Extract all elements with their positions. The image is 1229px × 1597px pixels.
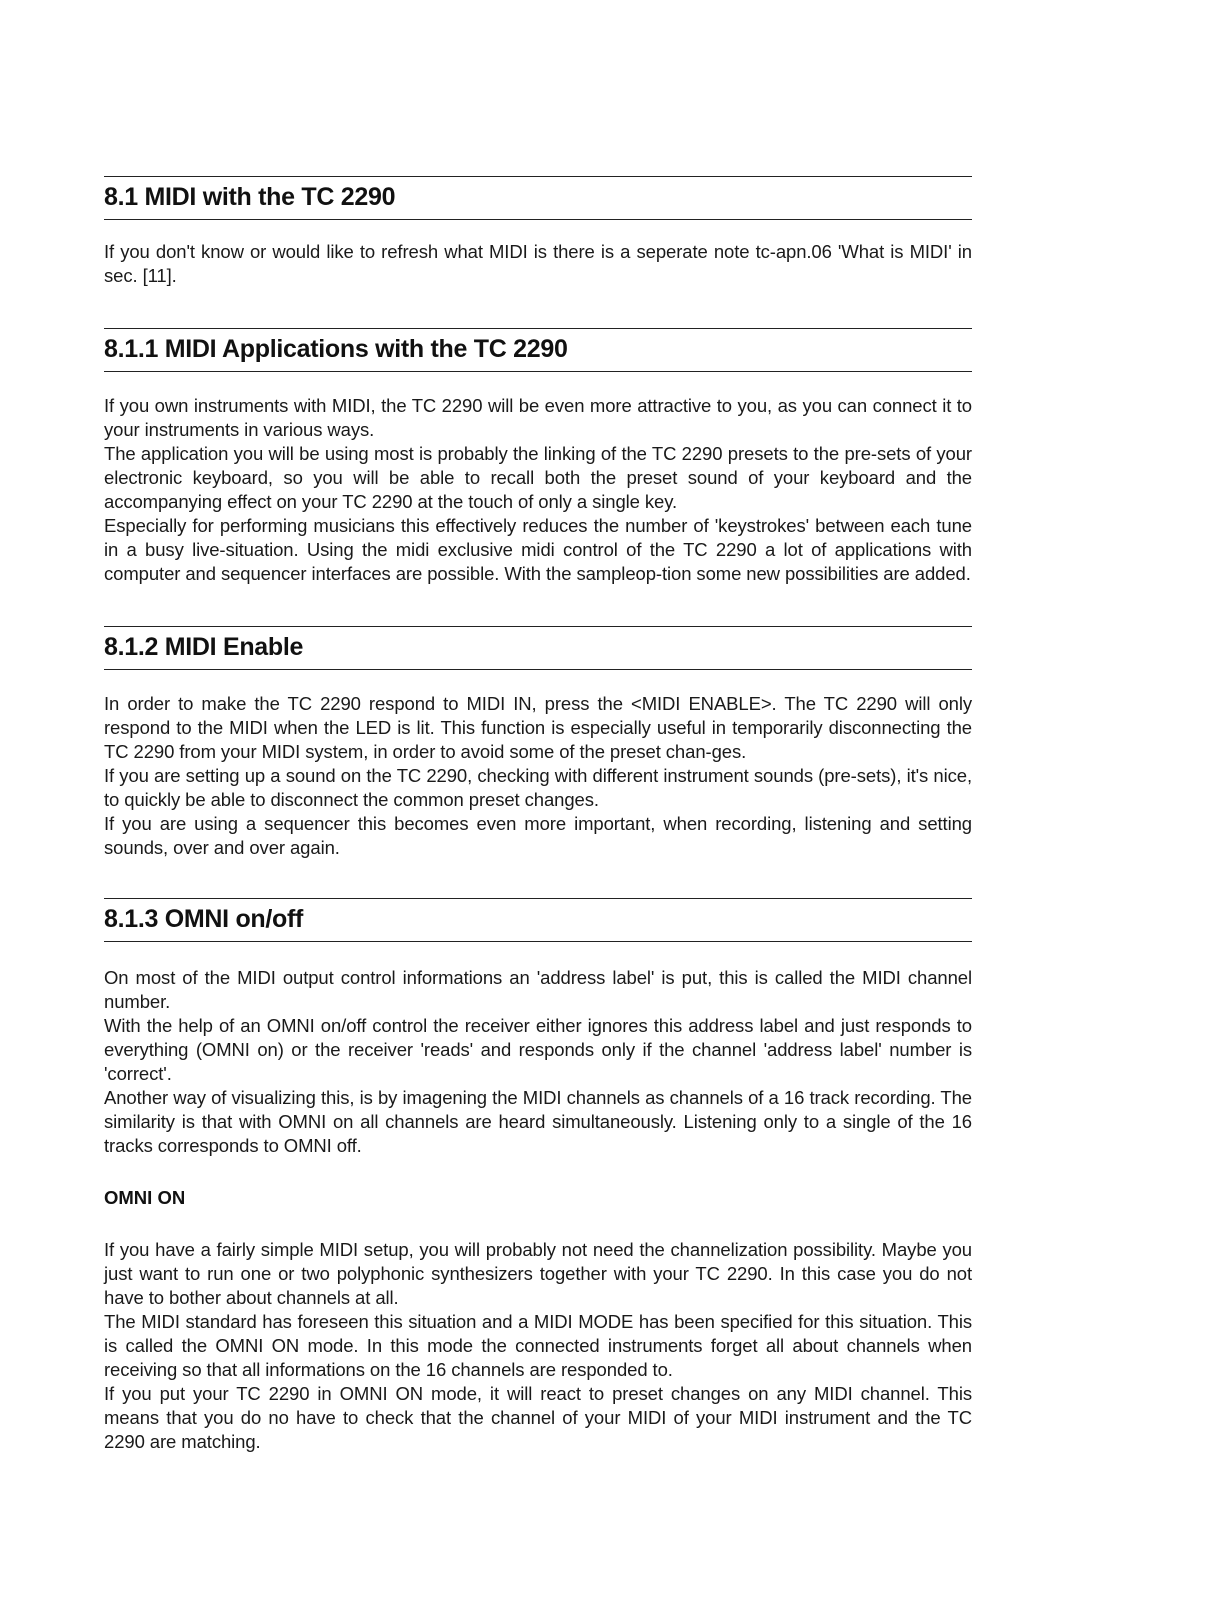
section-8-1-3 [104, 898, 972, 1454]
paragraph: The MIDI standard has foreseen this situation and a MIDI MODE has been specified for this situation. This is called the OMNI ON mode. In this mode the connected instruments forget all about channels when receiving so that all informations on the 16 channels are responded to. [104, 1311, 972, 1380]
paragraph: If you own instruments with MIDI, the TC 2290 will be even more attractive to you, as you can connect it to your instruments in various ways. [104, 395, 972, 440]
section-body [104, 240, 972, 288]
subheading-omni-on: OMNI ON [104, 1187, 186, 1208]
paragraph: In order to make the TC 2290 respond to MIDI IN, press the <MIDI ENABLE>. The TC 2290 will only respond to the MIDI when the LED is lit. This function is especially useful in temporarily disconnecting the TC 2290 from your MIDI system, in order to avoid some of the preset chan-ges. [104, 693, 972, 762]
page-content [104, 176, 972, 1454]
subsection-body [104, 1238, 972, 1454]
section-rule-top [104, 328, 972, 329]
section-rule-top [104, 626, 972, 627]
section-heading: 8.1.3 OMNI on/off [104, 905, 304, 933]
section-heading: 8.1 MIDI with the TC 2290 [104, 183, 396, 211]
paragraph: If you put your TC 2290 in OMNI ON mode, it will react to preset changes on any MIDI channel. This means that you do no have to check that the channel of your MIDI of your MIDI instrument and the TC 2290 are matching. [104, 1383, 972, 1452]
section-body [104, 692, 972, 860]
paragraph: If you are using a sequencer this becomes even more important, when recording, listening and setting sounds, over and over again. [104, 813, 972, 858]
paragraph: If you have a fairly simple MIDI setup, you will probably not need the channelization possibility. Maybe you just want to run one or two polyphonic synthesizers together with your TC 2290. In this case you do not have to bother about channels at all. [104, 1239, 972, 1308]
paragraph: Another way of visualizing this, is by imagening the MIDI channels as channels of a 16 track recording. The similarity is that with OMNI on all channels are heard simultaneously. Listening only to a single of the 16 tracks corresponds to OMNI off. [104, 1087, 972, 1156]
section-rule-bottom [104, 219, 972, 220]
section-rule-bottom [104, 669, 972, 670]
paragraph: On most of the MIDI output control informations an 'address label' is put, this is called the MIDI channel number. [104, 967, 972, 1012]
section-8-1 [104, 176, 972, 288]
paragraph: With the help of an OMNI on/off control the receiver either ignores this address label and just responds to everything (OMNI on) or the receiver 'reads' and responds only if the channel 'address label' number is 'correct'. [104, 1015, 972, 1084]
section-8-1-2 [104, 626, 972, 860]
section-body [104, 394, 972, 586]
paragraph: The application you will be using most is probably the linking of the TC 2290 presets to the pre-sets of your electronic keyboard, so you will be able to recall both the preset sound of your keyboard and the accompanying effect on your TC 2290 at the touch of only a single key. [104, 443, 972, 512]
paragraph: If you don't know or would like to refresh what MIDI is there is a seperate note tc-apn.06 'What is MIDI' in sec. [11]. [104, 241, 972, 286]
paragraph: Especially for performing musicians this effectively reduces the number of 'keystrokes' between each tune in a busy live-situation. Using the midi exclusive midi control of the TC 2290 a lot of applications with computer and sequencer interfaces are possible. With the sampleop-tion some new possibilities are added. [104, 515, 972, 584]
section-rule-top [104, 898, 972, 899]
section-heading: 8.1.2 MIDI Enable [104, 633, 304, 661]
section-rule-top [104, 176, 972, 177]
section-body [104, 966, 972, 1158]
paragraph: If you are setting up a sound on the TC 2290, checking with different instrument sounds (pre-sets), it's nice, to quickly be able to disconnect the common preset changes. [104, 765, 972, 810]
section-heading: 8.1.1 MIDI Applications with the TC 2290 [104, 335, 568, 363]
section-rule-bottom [104, 371, 972, 372]
section-8-1-1 [104, 328, 972, 586]
section-rule-bottom [104, 941, 972, 942]
